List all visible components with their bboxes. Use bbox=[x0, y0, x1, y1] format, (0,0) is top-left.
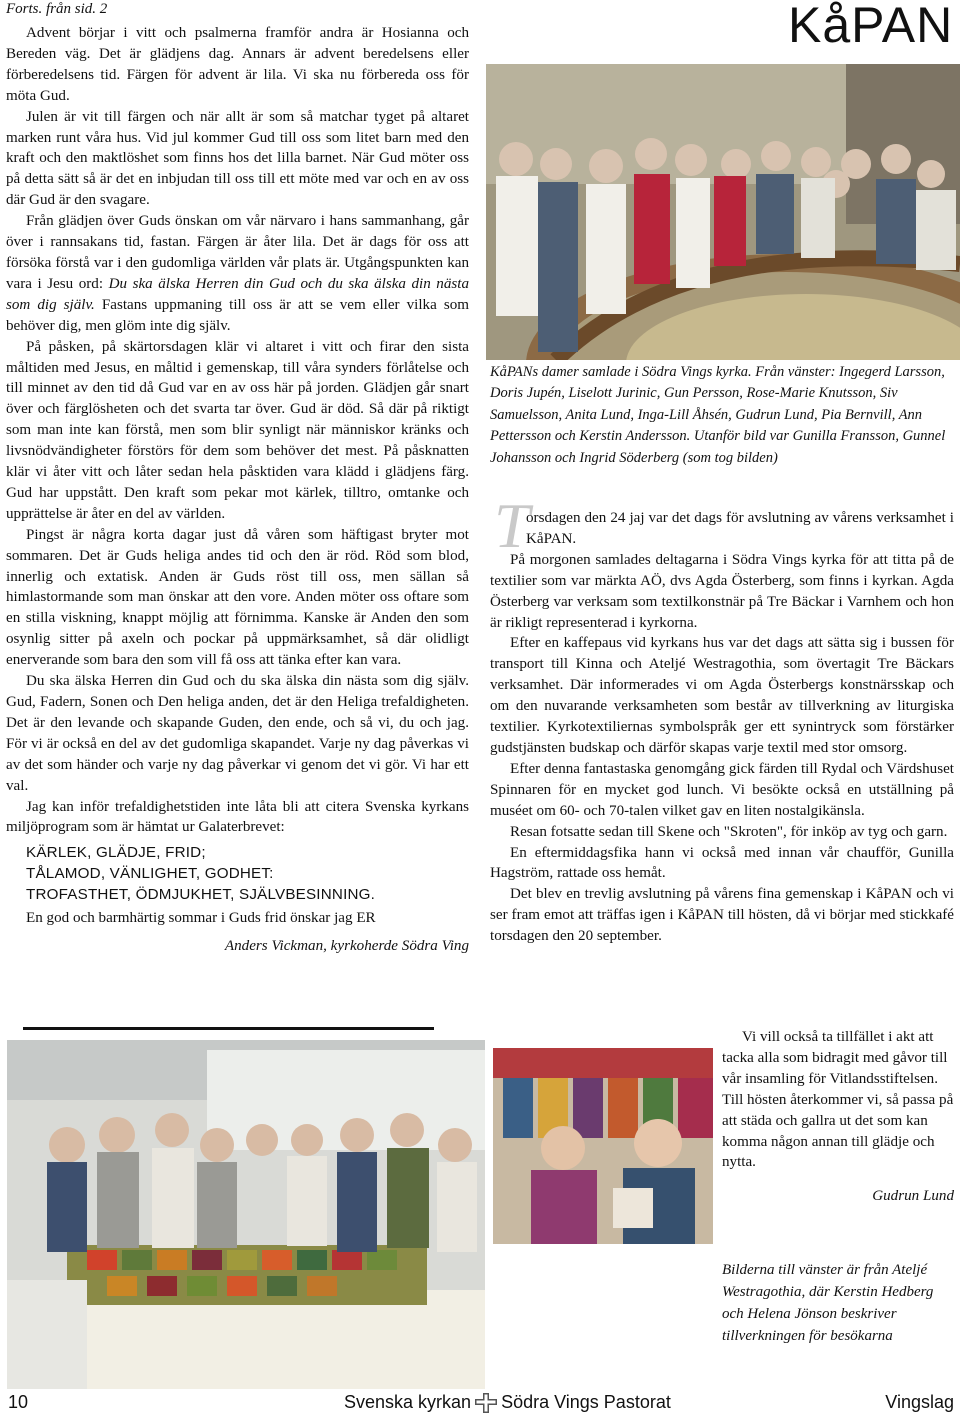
dropcap-block bbox=[490, 490, 954, 561]
workshop-photo-illustration bbox=[7, 1040, 485, 1389]
right-paragraph-5: En eftermiddagsfika hann vi också med innan vår chaufför, Gunilla Hagström, rattade oss hemåt. bbox=[490, 844, 954, 882]
fastan-quote: Du ska älska Herren din Gud och du ska älska din nästa som dig själv. bbox=[6, 275, 469, 313]
right-paragraph-6: Det blev en trevlig avslutning på vårens fina gemenskap i KåPAN och vi ser fram emot att träffas igen i KåPAN till hösten, då vi börjar med stickkafé torsdagen den 20 september. bbox=[490, 886, 954, 945]
workshop-photo-group bbox=[7, 1040, 485, 1389]
right-thanks-paragraph: Vi vill också ta tillfället i akt att tacka alla som bidragit med gåvor till vår insamling för Vitlandsstiftelsen. Till hösten återkommer vi, så passa på att städa och gallra ut det som kan komma någon annan till glädje och nytta. bbox=[722, 1029, 954, 1171]
paragraph-pasken: På påsken, på skärtorsdagen klär vi altaret i vitt och firar den sista måltiden med Jesus, en måltid i gemenskap, till våra synders förlåtelse och till minnet av den tid då Gud var en av oss här på jorden. Glädjen går snart över och färglösheten och det svarta tar över. Gud är död. Så där på riktigt som man inte kan förstå, men som blir synligt när människor kränks och livsnödvändigheter förstörs för dem som behöver det mest. På påsknatten klär vi åter vitt och låter sedan hela påsktiden vara klädd i glädjens färg. Gud har uppstått. Den kraft som pekar mot kärlek, tilltro, omtanke och upprättelse är åter en del av världen. bbox=[6, 338, 469, 522]
right-signature: Gudrun Lund bbox=[872, 1188, 954, 1204]
right-paragraph-1: På morgonen samlades deltagarna i Södra Vings kyrka för att titta på de textilier som var märkta AÖ, dvs Agda Österberg, som finns i kyrkan. Agda Österberg var verksam som textilkonstnär på Tre Bäckar i Varnhem och hon är rikligt representerad i kyrkorna. bbox=[490, 551, 954, 631]
left-article bbox=[6, 23, 469, 957]
weavers-photo-illustration bbox=[493, 1048, 713, 1244]
fastan-after: Fastans uppmaning till oss är att se vem eller vilka som behöver dig, men glöm inte dig själv. bbox=[6, 296, 469, 334]
workshop-caption: Bilderna till vänster är från Ateljé Westragothia, där Kerstin Hedberg och Helena Jönson beskriver tillverkningen för besökarna bbox=[722, 1262, 934, 1344]
paragraph-jul: Julen är vit till färgen och när allt är som så matchar tyget på altaret marken runt våra hus. Vid jul kommer Gud till oss som litet barn med den kraft och den maktlöshet som finns hos det lilla barnet. När Gud möter oss på detta sätt så är det en inbjudan till oss till ett möte med var och en av oss där Gud är den svagare. bbox=[6, 108, 469, 209]
continued-note: Forts. från sid. 2 bbox=[6, 1, 108, 17]
paragraph-advent: Advent börjar i vitt och psalmerna framför andra är Hosianna och Bereden väg. Det är glädjens dag. Annars är advent beredelsens eller förberedelsens tid. Färgen för advent är lila. Vi ska nu förbereda oss för möta Gud. bbox=[6, 25, 469, 104]
paragraph-pingst: Pingst är några korta dagar just då våren som häftigast bryter mot sommaren. Det är Guds heliga andes tid och den är röd. Röd som blod, innerlig och extatisk. Anden är Guds röst till oss, men sällan så himlastormande som man önskar att den vore. Anden möter oss oftare som en stilla viskning, knappt möjlig att förnimma. Kanske är Anden den som osynlig sitter på axeln och pockar på uppmärksamhet, så där olidligt enerverande som bara den som vill få oss att tänka efter kan vara. bbox=[6, 526, 469, 669]
virtue-line-2: TÅLAMOD, VÄNLIGHET, GODHET: bbox=[26, 865, 274, 883]
column-divider bbox=[23, 1027, 434, 1030]
paragraph-miljo: Jag kan inför trefaldighetstiden inte låta bli att citera Svenska kyrkans miljöprogram som är hämtat ur Galaterbrevet: bbox=[6, 798, 469, 836]
group-photo-caption: KåPANs damer samlade i Södra Vings kyrka. Från vänster: Ingegerd Larsson, Doris Jupén, Liselott Jurinic, Gun Persson, Rose-Marie Knutsson, Siv Samuelsson, Anita Lund, Inga-Lill Åhsén, Gudrun Lund, Pia Bernvill, Ann Pettersson och Kerstin Andersson. Utanför bild var Gunilla Fransson, Gunnel Johansson och Ingrid Söderberg (som tog bilden) bbox=[490, 364, 946, 466]
virtue-line-3: TROFASTHET, ÖDMJUKHET, SJÄLVBESINNING. bbox=[26, 886, 376, 904]
right-article bbox=[490, 490, 954, 947]
church-cross-icon bbox=[475, 1393, 497, 1413]
footer-pastorat: Södra Vings Pastorat bbox=[501, 1392, 671, 1412]
footer-svenska-kyrkan: Svenska kyrkan bbox=[344, 1392, 472, 1412]
right-paragraph-2: Efter en kaffepaus vid kyrkans hus var det dags att sätta sig i bussen för transport till Kinna och Ateljé Westragothia, som övertagit Tre Bäckars verksamhet. Där informerades vi om Agda Österbergs konstnärsskap och om den nuvarande verksamheten som består av tillverkning av liturgiska textilier. Kyrkotextiliernas symbolspråk ger ett synintryck som förstärker gudstjänsten budskap och därför skapas varje textil med stor omsorg. bbox=[490, 635, 954, 756]
paragraph-trefaldighet: Du ska älska Herren din Gud och du ska älska din nästa som dig själv. Gud, Fadern, Sonen och Den heliga anden, det är den Heliga trefaldigheten. Det är den levande och skapande Guden, den ende, och så vi, du och jag. För vi är också en del av det gudomliga skapandet. Varje ny dag påverkas vi av det som händer och varje ny dag påverkar vi genom det vi gör. Vi har ett val. bbox=[6, 673, 469, 794]
dropcap-letter: T bbox=[494, 490, 530, 561]
page-number: 10 bbox=[8, 1392, 29, 1412]
left-signature: Anders Vickman, kyrkoherde Södra Ving bbox=[224, 938, 469, 955]
footer-vingslag: Vingslag bbox=[885, 1392, 954, 1412]
footer-center bbox=[344, 1392, 671, 1413]
right-paragraph-3: Efter denna fantastaska genomgång gick färden till Rydal och Värdshuset Spinnaren för en mycket god lunch. Vi besökte också en utställning på muséet om 60- och 70-talen vilket gav en liten nostalgikänsla. bbox=[490, 760, 954, 819]
group-photo-church bbox=[486, 64, 960, 360]
workshop-photo-weavers bbox=[493, 1048, 713, 1244]
masthead-title: KåPAN bbox=[788, 0, 954, 53]
virtue-line-1: KÄRLEK, GLÄDJE, FRID; bbox=[26, 844, 206, 862]
paragraph-closing: En god och barmhärtig sommar i Guds frid önskar jag ER bbox=[26, 910, 376, 927]
paragraph-fastan bbox=[6, 211, 469, 336]
group-photo-illustration bbox=[486, 64, 960, 360]
right-first-paragraph: orsdagen den 24 jaj var det dags för avslutning av vårens verksamhet i KåPAN. bbox=[526, 510, 954, 547]
fastan-text: Från glädjen över Guds önskan om vår närvaro i hans sammanhang, går över i rannsakans tid, fastan. Färgen är åter lila. Det är dags för oss att försöka förstå var i den gudomliga världen vår plats är. Utgångspunkten kan vara i Jesu ord: bbox=[6, 213, 469, 292]
right-paragraph-4: Resan fotsatte sedan till Skene och "Skroten", för inköp av tyg och garn. bbox=[510, 823, 948, 840]
